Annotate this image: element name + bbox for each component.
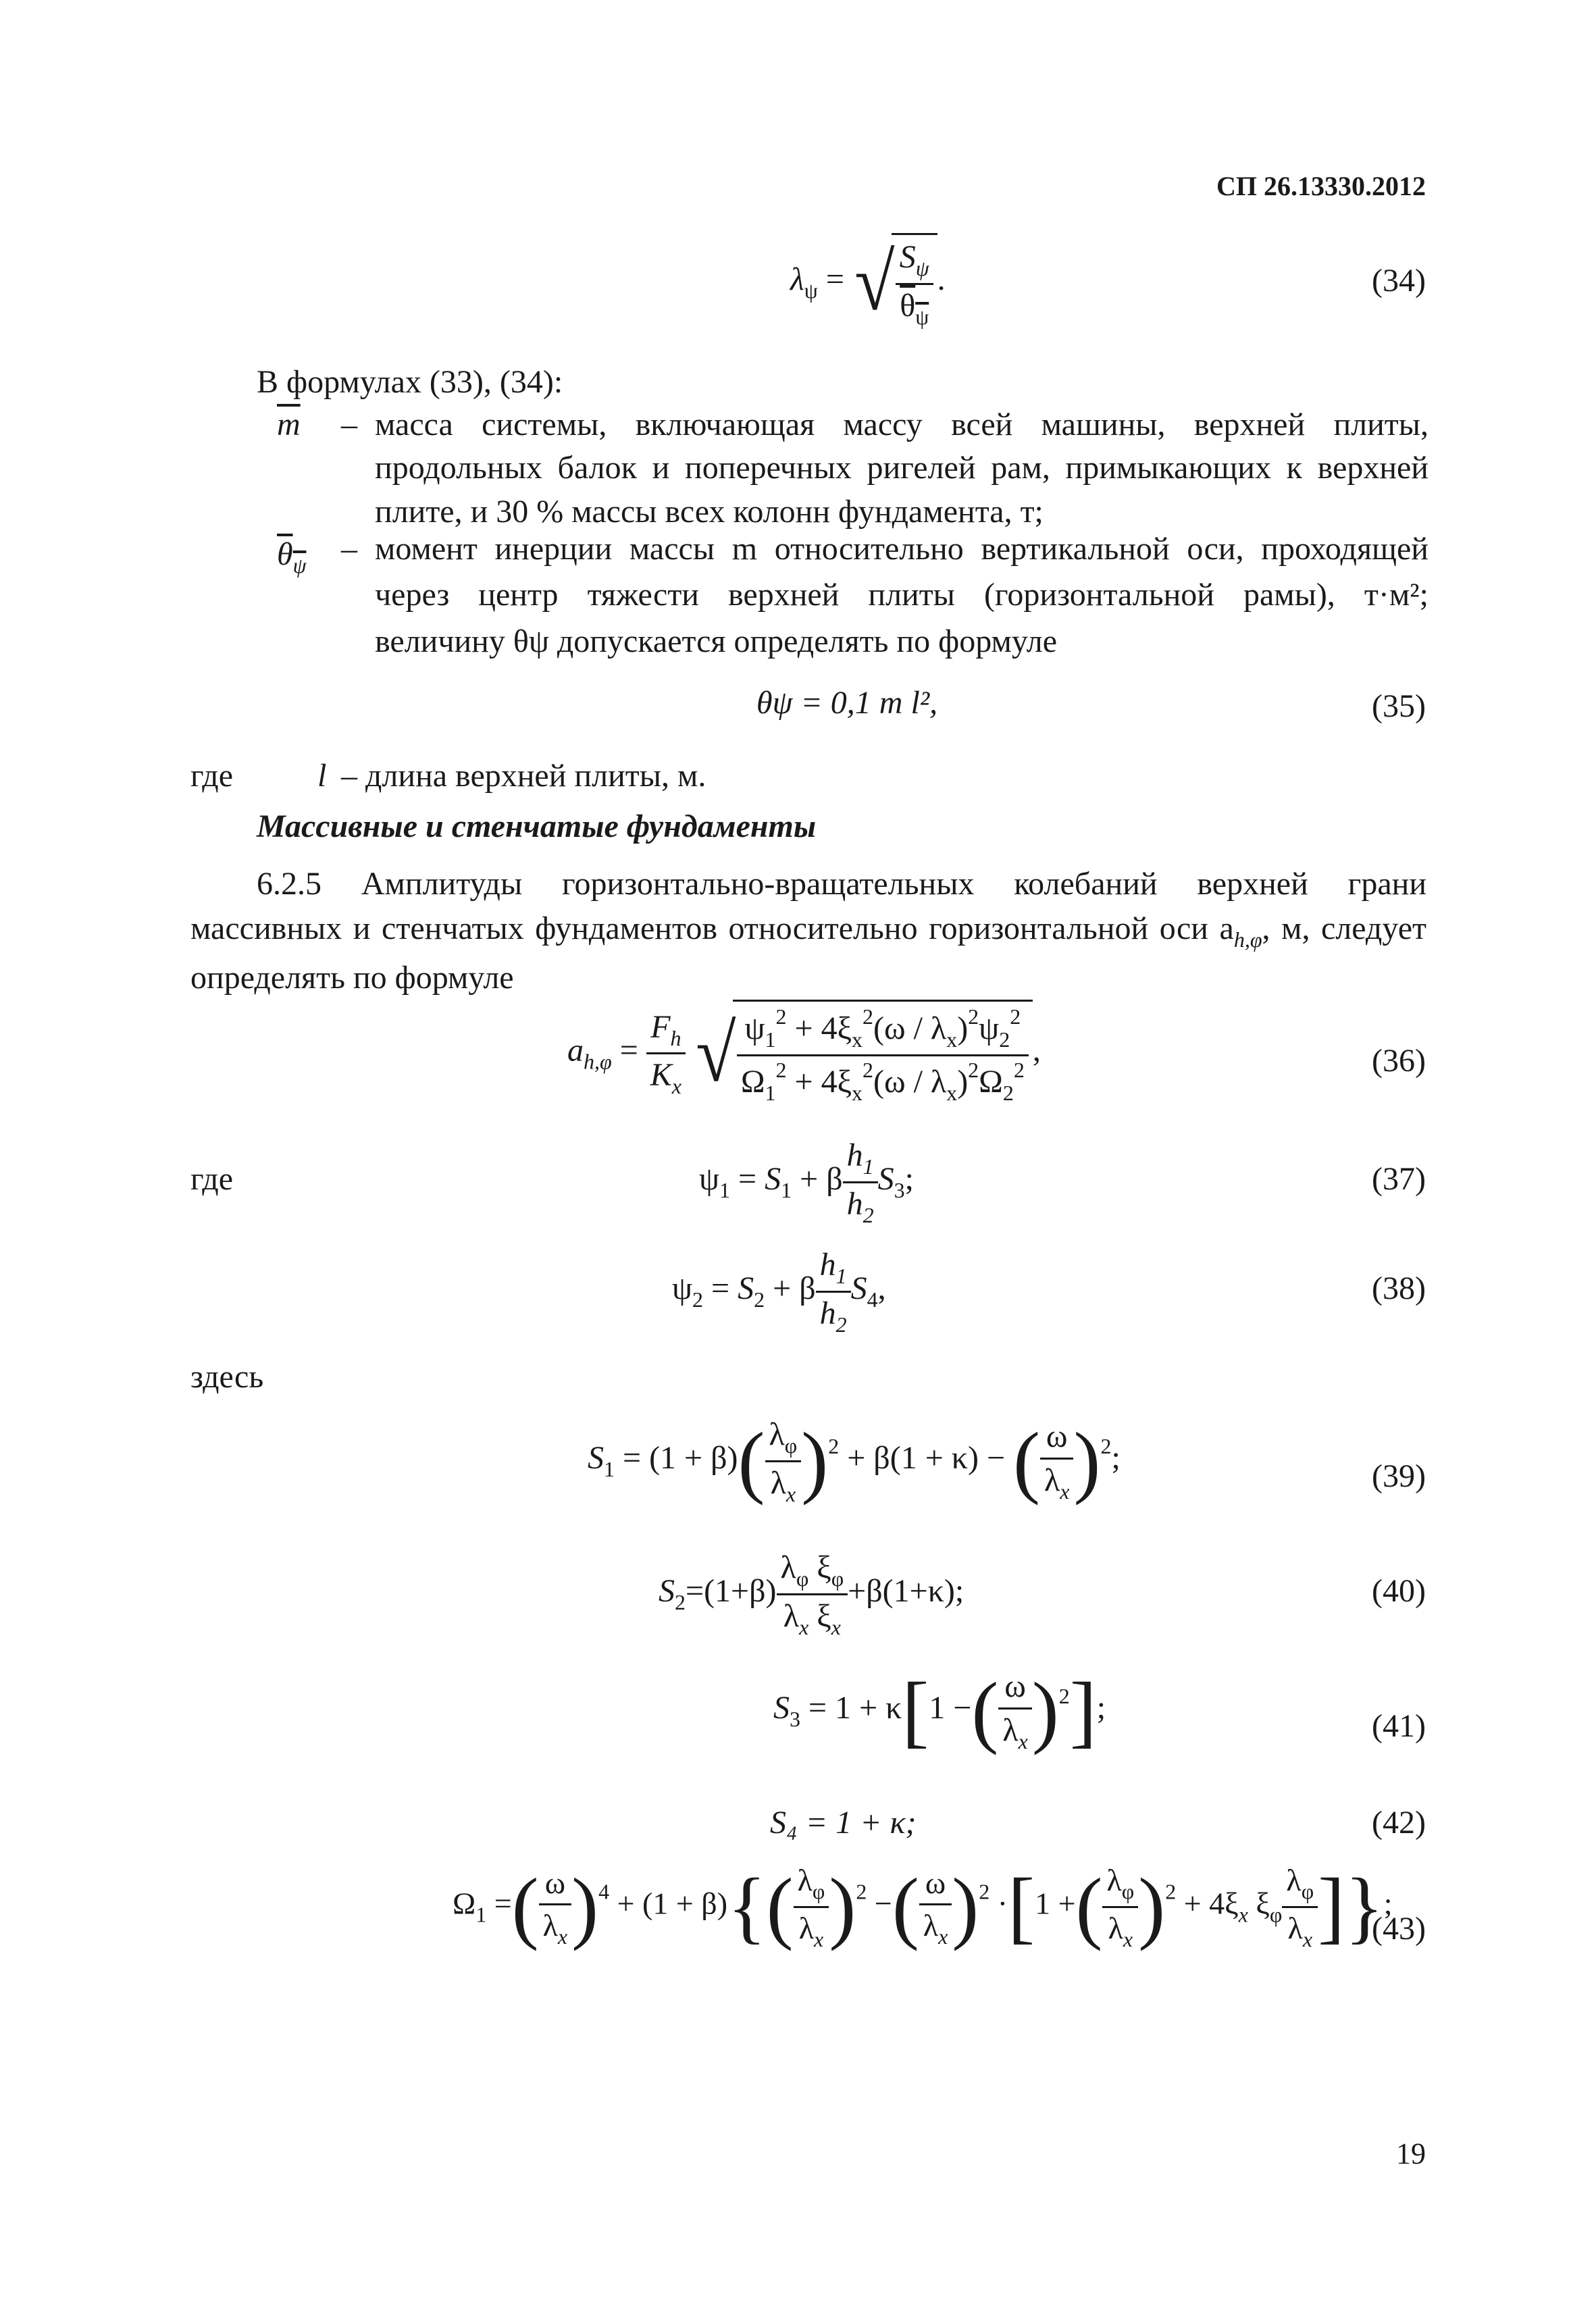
equation-number-35: (35) [1372, 688, 1426, 724]
def-text-m [375, 404, 1428, 533]
equation-number-41: (41) [1372, 1708, 1426, 1744]
equation-number-40: (40) [1372, 1573, 1426, 1609]
para-line-3: определять по формуле [190, 959, 514, 996]
equation-41: $S_3 = 1 + \kappa[1$ −( $\frac{\omega}{\lambda_x}$ )$^2$]; [773, 1666, 1106, 1755]
equation-34: $\lambda_\psi$ = √ $\frac{S_\psi}{\theta_\psi}$ . [790, 230, 946, 335]
where-label-2: где [190, 1161, 234, 1197]
paragraph-6-2-5 [190, 863, 1426, 999]
equation-number-39: (39) [1372, 1458, 1426, 1494]
where-text-l: – длина верхней плиты, м. [341, 758, 706, 794]
def-symbol-m: $\overline{m}$ [277, 407, 301, 442]
equation-number-43: (43) [1372, 1911, 1426, 1947]
where-label-1: где [190, 758, 234, 794]
def-dash-theta: – [341, 531, 357, 567]
def-theta-line-3: величину θψ допускается определять по формуле [375, 623, 1058, 659]
def-theta-line-1: момент инерции массы m относительно вертикальной оси, проходящей [375, 531, 1428, 567]
equation-37: $\psi_1 = S_1 + \beta$ $\frac{h_1}{h_2}$ $S_3$; [699, 1135, 914, 1229]
def-symbol-theta [277, 534, 306, 580]
equation-42: S₄ = 1 + κ; [770, 1805, 917, 1841]
def-m-line-2: продольных балок и поперечных ригелей рам, примыкающих к верхней [375, 450, 1428, 486]
def-theta-symbol: θ [277, 536, 293, 572]
equation-43: $\Omega_1$ =( $\frac{\omega}{\lambda_x}$ )$^4$ + (1 + β){( $\frac{\lambda_\varphi}{\lambda_x}$ )$^2$ −( $\frac{\omega}{\lambda_x}$ )$^2$ ·[1 +( $\frac{\lambda_\varphi}{\lambda_x}$ )$^2 + 4\xi_x$ $\xi_\varphi$ $\frac{\lambda_\varphi}{\lambda_x}$ ]}; [453, 1854, 1393, 1959]
document-code: СП 26.13330.2012 [1216, 171, 1426, 201]
where-symbol-l: l [317, 758, 327, 794]
def-m-line-1: масса системы, включающая массу всей машины, верхней плиты, [375, 407, 1428, 442]
here-label: здесь [190, 1359, 264, 1395]
para-line-2: массивных и стенчатых фундаментов относительно горизонтальной оси $a_{h,\varphi}$, м, следует [190, 910, 1427, 952]
equation-number-34: (34) [1372, 263, 1426, 299]
def-dash-m: – [341, 407, 357, 442]
equation-38: $\psi_2 = S_2 + \beta$ $\frac{h_1}{h_2}$ $S_4$, [672, 1244, 886, 1339]
equation-35: θψ = 0,1 m l², [756, 685, 938, 721]
equation-number-42: (42) [1372, 1805, 1426, 1841]
page-number: 19 [1396, 2137, 1426, 2170]
para-line-1: 6.2.5 Амплитуды горизонтально-вращательных колебаний верхней грани [257, 866, 1426, 902]
equation-number-38: (38) [1372, 1270, 1426, 1306]
equation-39: $S_1 = (1 + \beta)$( $\frac{\lambda_\varphi}{\lambda_x}$ )$^2$ + β(1 + κ) − ( $\frac{\omega}{\lambda_x}$ )$^2$; [588, 1408, 1121, 1514]
equation-number-37: (37) [1372, 1161, 1426, 1197]
def-text-theta [375, 528, 1428, 663]
formula-intro: В формулах (33), (34): [257, 364, 563, 400]
equation-40: $S_2=(1+\beta)$ $\frac{\lambda_\varphi \xi_\varphi}{\lambda_x \xi_x}$ +β(1+κ); [659, 1547, 964, 1641]
def-theta-subscript: ψ [292, 553, 307, 577]
equation-number-36: (36) [1372, 1043, 1426, 1079]
def-theta-line-2: через центр тяжести верхней плиты (горизонтальной рамы), т·м²; [375, 577, 1428, 613]
section-title: Массивные и стенчатые фундаменты [257, 808, 817, 844]
def-m-line-3: плите, и 30 % массы всех колонн фундамента, т; [375, 493, 1044, 530]
equation-36: $a_{h,\varphi}$ = $\frac{F_h}{K_x}$ √ $\frac{\psi_1^2 + 4\xi_x^2(\omega / \lambda_x)^2\psi_2^2}{\Omega_1^2 + 4\xi_x^2(\omega / \lambda_x)^2\Omega_2^2}$ , [567, 1000, 1041, 1107]
